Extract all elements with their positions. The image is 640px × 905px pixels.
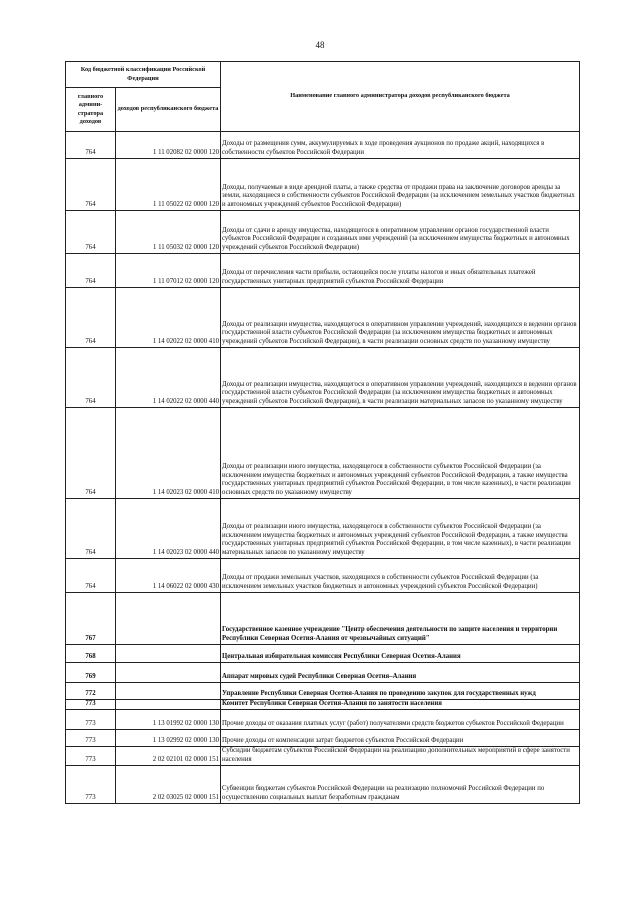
name-cell: Доходы от реализации имущества, находящегося в оперативном управлении учреждений, находящихся в ведении органов государственной власти субъектов Российской Федерации (за исключением имущества бюджетных и автономных учреждений субъектов Российской Федерации), в части реализации материальных запасов по указанному имуществу xyxy=(221,348,580,408)
table-row xyxy=(66,683,580,700)
page-number: 48 xyxy=(315,40,325,50)
table-row xyxy=(66,663,580,683)
table-row xyxy=(66,593,580,645)
name-cell: Доходы от реализации иного имущества, находящегося в собственности субъектов Российской Федерации (за исключением имущества бюджетных и автономных учреждений субъектов Российской Федерации, а также имущества государственных унитарных предприятий субъектов Российской Федерации, в том числе казенных), в части реализации материальных запасов по указанному имуществу xyxy=(221,499,580,559)
table-row xyxy=(66,730,580,747)
income-code-cell xyxy=(116,593,221,645)
table-row xyxy=(66,710,580,730)
income-code-cell: 1 14 02023 02 0000 410 xyxy=(116,408,221,499)
income-code-cell: 2 02 03025 02 0000 151 xyxy=(116,766,221,804)
admin-code-cell: 764 xyxy=(66,408,116,499)
name-cell: Прочие доходы от оказания платных услуг (работ) получателями средств бюджетов субъектов Российской Федерации xyxy=(221,710,580,730)
name-cell: Доходы, получаемые в виде арендной платы, а также средства от продажи права на заключение договоров аренды за земли, находящиеся в собственности субъектов Российской Федерации (за исключением земельных участков бюджетных и автономных учреждений субъектов Российской Федерации) xyxy=(221,159,580,211)
name-cell: Прочие доходы от компенсации затрат бюджетов субъектов Российской Федерации xyxy=(221,730,580,747)
admin-code-cell: 764 xyxy=(66,254,116,288)
table-row xyxy=(66,254,580,288)
income-code-cell: 1 11 05022 02 0000 120 xyxy=(116,159,221,211)
name-cell: Доходы от реализации иного имущества, находящегося в собственности субъектов Российской Федерации (за исключением имущества бюджетных и автономных учреждений субъектов Российской Федерации, а также имущества государственных унитарных предприятий субъектов Российской Федерации, в том числе казенных), в части реализации основных средств по указанному имуществу xyxy=(221,408,580,499)
name-cell: Доходы от размещения сумм, аккумулируемых в ходе проведения аукционов по продаже акций, находящихся в собственности субъектов Российской Федерации xyxy=(221,132,580,159)
admin-code-cell: 773 xyxy=(66,747,116,766)
name-cell: Субвенции бюджетам субъектов Российской Федерации на реализацию полномочий Российской Федерации по осуществлению социальных выплат безработным гражданам xyxy=(221,766,580,804)
table-row xyxy=(66,700,580,710)
budget-classification-table xyxy=(65,61,580,804)
admin-code-cell: 764 xyxy=(66,132,116,159)
income-code-cell: 1 14 02023 02 0000 440 xyxy=(116,499,221,559)
table-row xyxy=(66,159,580,211)
table-row xyxy=(66,559,580,593)
admin-code-cell: 773 xyxy=(66,766,116,804)
table-row xyxy=(66,288,580,348)
admin-code-cell: 772 xyxy=(66,683,116,700)
income-code-cell: 1 13 02992 02 0000 130 xyxy=(116,730,221,747)
admin-code-cell: 773 xyxy=(66,700,116,710)
income-code-cell: 1 14 02022 02 0000 410 xyxy=(116,288,221,348)
admin-code-cell: 773 xyxy=(66,730,116,747)
admin-code-cell: 769 xyxy=(66,663,116,683)
admin-code-cell: 768 xyxy=(66,645,116,663)
admin-code-cell: 767 xyxy=(66,593,116,645)
admin-code-cell: 764 xyxy=(66,288,116,348)
income-code-cell: 1 11 07012 02 0000 120 xyxy=(116,254,221,288)
header-classification-code: Код бюджетной классификации Российской Федерации xyxy=(66,62,221,88)
income-code-cell xyxy=(116,645,221,663)
admin-code-cell: 764 xyxy=(66,159,116,211)
income-code-cell xyxy=(116,663,221,683)
name-cell: Доходы от продажи земельных участков, находящихся в собственности субъектов Российской Федерации (за исключением земельных участков бюджетных и автономных учреждений субъектов Российской Федерации) xyxy=(221,559,580,593)
table-row xyxy=(66,747,580,766)
table-body xyxy=(66,132,580,804)
income-code-cell xyxy=(116,700,221,710)
admin-code-cell: 773 xyxy=(66,710,116,730)
income-code-cell: 1 13 01992 02 0000 130 xyxy=(116,710,221,730)
name-cell: Государственное казенное учреждение "Центр обеспечения деятельности по защите населения и территории Республики Северная Осетия-Алания от чрезвычайных ситуаций" xyxy=(221,593,580,645)
header-income-code: доходов республиканского бюджета xyxy=(116,88,221,132)
table-header xyxy=(66,62,580,132)
table-row xyxy=(66,645,580,663)
admin-code-cell: 764 xyxy=(66,348,116,408)
income-code-cell xyxy=(116,683,221,700)
name-cell: Субсидии бюджетам субъектов Российской Федерации на реализацию дополнительных мероприятий в сфере занятости населения xyxy=(221,747,580,766)
income-code-cell: 1 11 05032 02 0000 120 xyxy=(116,211,221,254)
name-cell: Аппарат мировых судей Республики Северная Осетия–Алания xyxy=(221,663,580,683)
admin-code-cell: 764 xyxy=(66,559,116,593)
income-code-cell: 1 14 02022 02 0000 440 xyxy=(116,348,221,408)
header-administrator-name: Наименование главного администратора доходов республиканского бюджета xyxy=(221,62,580,132)
name-cell: Комитет Республики Северная Осетия-Алания по занятости населения xyxy=(221,700,580,710)
table-row xyxy=(66,348,580,408)
income-code-cell: 1 14 06022 02 0000 430 xyxy=(116,559,221,593)
admin-code-cell: 764 xyxy=(66,211,116,254)
name-cell: Доходы от сдачи в аренду имущества, находящегося в оперативном управлении органов государственной власти субъектов Российской Федерации и созданных ими учреждений (за исключением имущества бюджетных и автономных учреждений субъектов Российской Федерации) xyxy=(221,211,580,254)
header-admin-code: главного админи-стратора доходов xyxy=(66,88,116,132)
name-cell: Доходы от перечисления части прибыли, остающейся после уплаты налогов и иных обязательных платежей государственных унитарных предприятий субъектов Российской Федерации xyxy=(221,254,580,288)
table-row xyxy=(66,211,580,254)
admin-code-cell: 764 xyxy=(66,499,116,559)
income-code-cell: 2 02 02101 02 0000 151 xyxy=(116,747,221,766)
name-cell: Управление Республики Северная Осетия-Алания по проведению закупок для государственных нужд xyxy=(221,683,580,700)
table-row xyxy=(66,132,580,159)
table-row xyxy=(66,766,580,804)
name-cell: Центральная избирательная комиссия Республики Северная Осетия-Алания xyxy=(221,645,580,663)
name-cell: Доходы от реализации имущества, находящегося в оперативном управлении учреждений, находящихся в ведении органов государственной власти субъектов Российской Федерации (за исключением имущества бюджетных и автономных учреждений субъектов Российской Федерации), в части реализации основных средств по указанному имуществу xyxy=(221,288,580,348)
table-row xyxy=(66,408,580,499)
table-row xyxy=(66,499,580,559)
income-code-cell: 1 11 02082 02 0000 120 xyxy=(116,132,221,159)
